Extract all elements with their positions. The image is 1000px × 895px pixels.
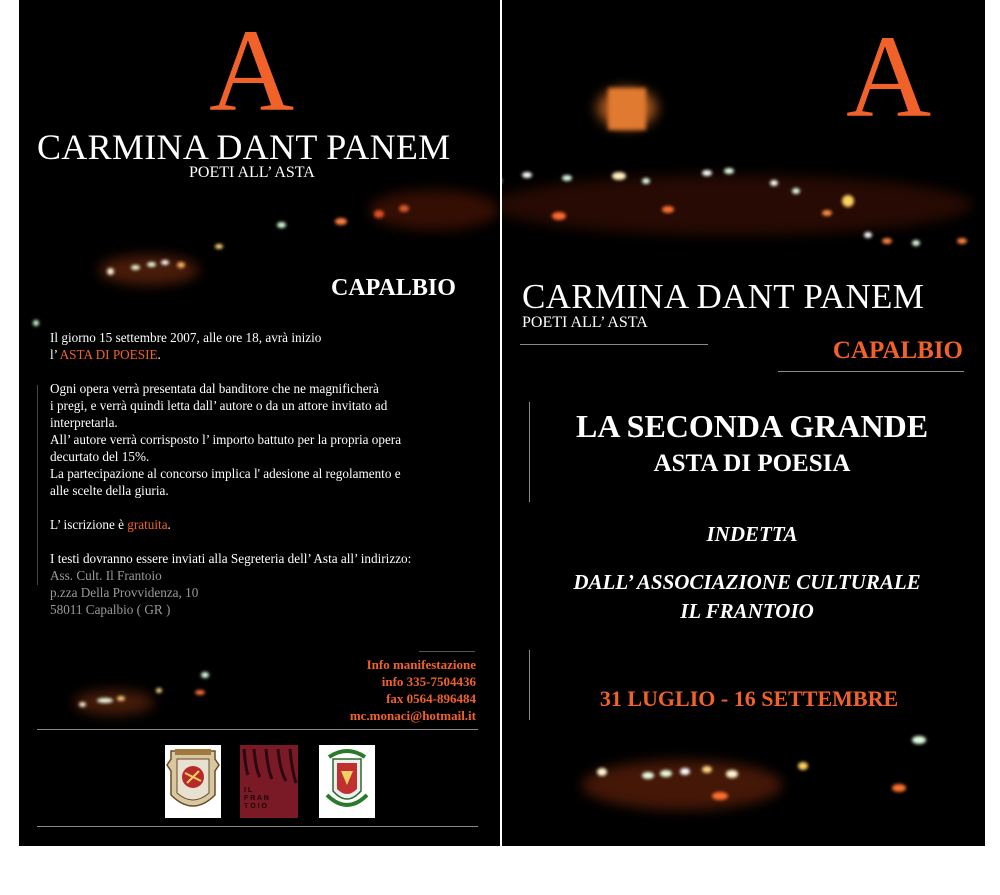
gratuita-highlight: gratuita [127,517,168,532]
description-line: La partecipazione al concorso implica l' adesione al regolamento e [50,466,401,481]
intro-line: Il giorno 15 settembre 2007, alle ore 18, avrà inizio [50,330,322,345]
logo-letter-a: A [209,5,295,136]
right-panel [502,0,985,846]
address-line: 58011 Capalbio ( GR ) [50,602,171,617]
headline-2: ASTA DI POESIA [653,450,851,477]
page-title: CARMINA DANT PANEM [37,127,451,167]
indetta-label: INDETTA [706,522,798,546]
place-heading: CAPALBIO [331,275,456,301]
registration-line: L’ iscrizione è gratuita. [50,517,171,532]
submission-line: I testi dovranno essere inviati alla Segreteria dell’ Asta all’ indirizzo: [50,551,412,566]
address-line: Ass. Cult. Il Frantoio [50,568,162,583]
place-heading: CAPALBIO [832,337,963,364]
association-line-2: IL FRANTOIO [680,599,814,623]
info-title: Info manifestazione [366,657,476,672]
address-line: p.zza Della Provvidenza, 10 [50,585,199,600]
info-fax: fax 0564-896484 [386,691,476,706]
description-line: interpretarla. [50,415,118,430]
divider [37,385,38,585]
capalbio-crest-logo [165,745,221,818]
page-subtitle: POETI ALL’ ASTA [189,164,315,181]
asta-highlight: ASTA DI POESIE [59,347,158,362]
divider [37,826,478,827]
intro-line-2: l’ ASTA DI POESIE. [50,347,161,362]
info-block [350,656,476,724]
description-line: alle scelte della giuria. [50,483,169,498]
page-subtitle: POETI ALL’ ASTA [522,314,648,331]
divider [37,729,478,730]
il-frantoio-logo: I L F R A N T O I O [240,745,298,818]
description-line: Ogni opera verrà presentata dal banditore che ne magnificherà [50,381,379,396]
description-line: All’ autore verrà corrisposto l’ importo battuto per la propria opera [50,432,402,447]
event-dates: 31 LUGLIO - 16 SETTEMBRE [599,686,899,711]
headline-1: LA SECONDA GRANDE [575,408,929,444]
page-title: CARMINA DANT PANEM [522,277,925,316]
divider [419,651,475,652]
divider [520,344,708,345]
association-line-1: DALL’ ASSOCIAZIONE CULTURALE [573,570,921,594]
description-line: decurtato del 15%. [50,449,150,464]
municipal-crest-logo [319,745,375,818]
divider [778,371,964,372]
logo-letter-a: A [846,11,932,142]
description-line: i pregi, e verrà quindi letta dall’ autore o da un attore invitato ad [50,398,388,413]
info-email[interactable]: mc.monaci@hotmail.it [349,708,476,723]
body-text [50,329,490,618]
info-phone: info 335-7504436 [381,674,476,689]
left-panel [19,0,500,846]
